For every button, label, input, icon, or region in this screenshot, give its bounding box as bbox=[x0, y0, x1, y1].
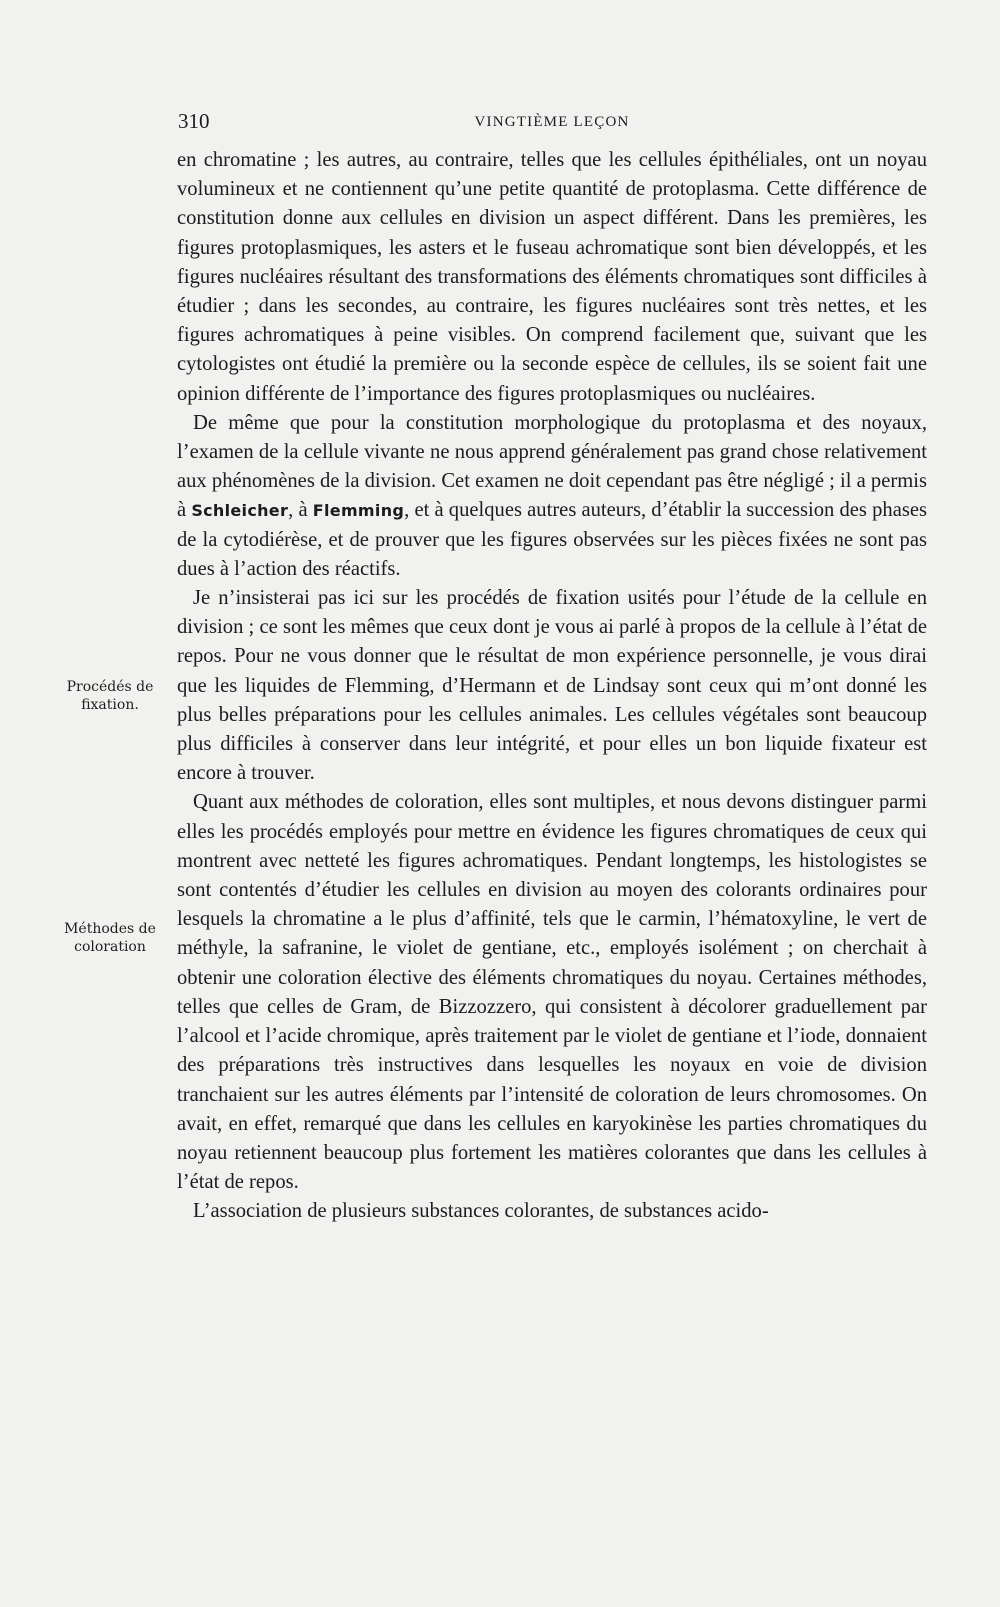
paragraph-2-part-a: De même que pour la constitution morphologique du protoplasma et des noyaux, l’examen de la cellule vivante ne nous apprend généralement pas grand chose relativement aux phénomènes de la division. Cet examen ne doit cependant pas être négligé ; il a permis à bbox=[177, 411, 927, 522]
running-head: VINGTIÈME LEÇON bbox=[474, 114, 630, 130]
page-number: 310 bbox=[178, 109, 210, 133]
body-text bbox=[177, 146, 927, 1227]
paragraph-1: en chromatine ; les autres, au contraire, telles que les cellules épithéliales, ont un noyau volumineux et ne contiennent qu’une petite quantité de protoplasma. Cette différence de constitution donne aux cellules en division un aspect différent. Dans les premières, les figures protoplasmiques, les asters et le fuseau achromatique sont bien développés, et les figures nucléaires résultant des transformations des éléments chromatiques sont difficiles à étudier ; dans les secondes, au contraire, les figures nucléaires sont très nettes, et les figures achromatiques à peine visibles. On comprend facilement que, suivant que les cytologistes ont étudié la première ou la seconde espèce de cellules, ils se soient fait une opinion différente de l’importance des figures protoplasmiques ou nucléaires. bbox=[177, 149, 927, 405]
paragraph-2 bbox=[177, 409, 927, 584]
paragraph-2-part-c: , et à quelques autres auteurs, d’établir la succession des phases de la cytodiérèse, et de prouver que les figures observées sur les pièces fixées ne sont pas dues à l’action des réactifs. bbox=[177, 499, 927, 580]
author-flemming: Flemming bbox=[312, 501, 405, 521]
margin-note-coloration: Méthodes de coloration bbox=[64, 921, 156, 955]
margin-note-fixation: Procédés de fixation. bbox=[66, 679, 154, 713]
paragraph-3: Je n’insisterai pas ici sur les procédés de fixation usités pour l’étude de la cellule en division ; ce sont les mêmes que ceux dont je vous ai parlé à propos de la cellule à l’état de repos. Pour ne vous donner que le résultat de mon expérience personnelle, je vous dirai que les liquides de Flemming, d’Hermann et de Lindsay sont ceux qui m’ont donné les plus belles préparations pour les cellules animales. Les cellules végétales sont beaucoup plus difficiles à conserver dans leur intégrité, et pour elles un bon liquide fixateur est encore à trouver. bbox=[177, 587, 927, 785]
page-header bbox=[178, 106, 926, 136]
paragraph-2-part-b: , à bbox=[288, 499, 308, 522]
paragraph-4: Quant aux méthodes de coloration, elles sont multiples, et nous devons distinguer parmi elles les procédés employés pour mettre en évidence les figures chromatiques de ceux qui montrent avec netteté les figures achromatiques. Pendant longtemps, les histologistes se sont contentés d’étudier les cellules en division au moyen des colorants ordinaires pour lesquels la chromatine a le plus d’affinité, tels que le carmin, l’hématoxyline, le vert de méthyle, la safranine, le violet de gentiane, etc., employés isolément ; on cherchait à obtenir une coloration élective des éléments chromatiques du noyau. Certaines méthodes, telles que celles de Gram, de Bizzozzero, qui consistent à décolorer graduellement par l’alcool et l’acide chromique, après traitement par le violet de gentiane et l’iode, donnaient des préparations très instructives dans lesquelles les noyaux en voie de division tranchaient sur les autres éléments par l’intensité de coloration de leurs chromosomes. On avait, en effet, remarqué que dans les cellules en karyokinèse les parties chromatiques du noyau retiennent beaucoup plus fortement les matières colorantes que dans les cellules à l’état de repos. bbox=[177, 791, 927, 1194]
author-schleicher: Schleicher bbox=[191, 501, 289, 521]
paragraph-5: L’association de plusieurs substances colorantes, de substances acido- bbox=[193, 1200, 769, 1223]
